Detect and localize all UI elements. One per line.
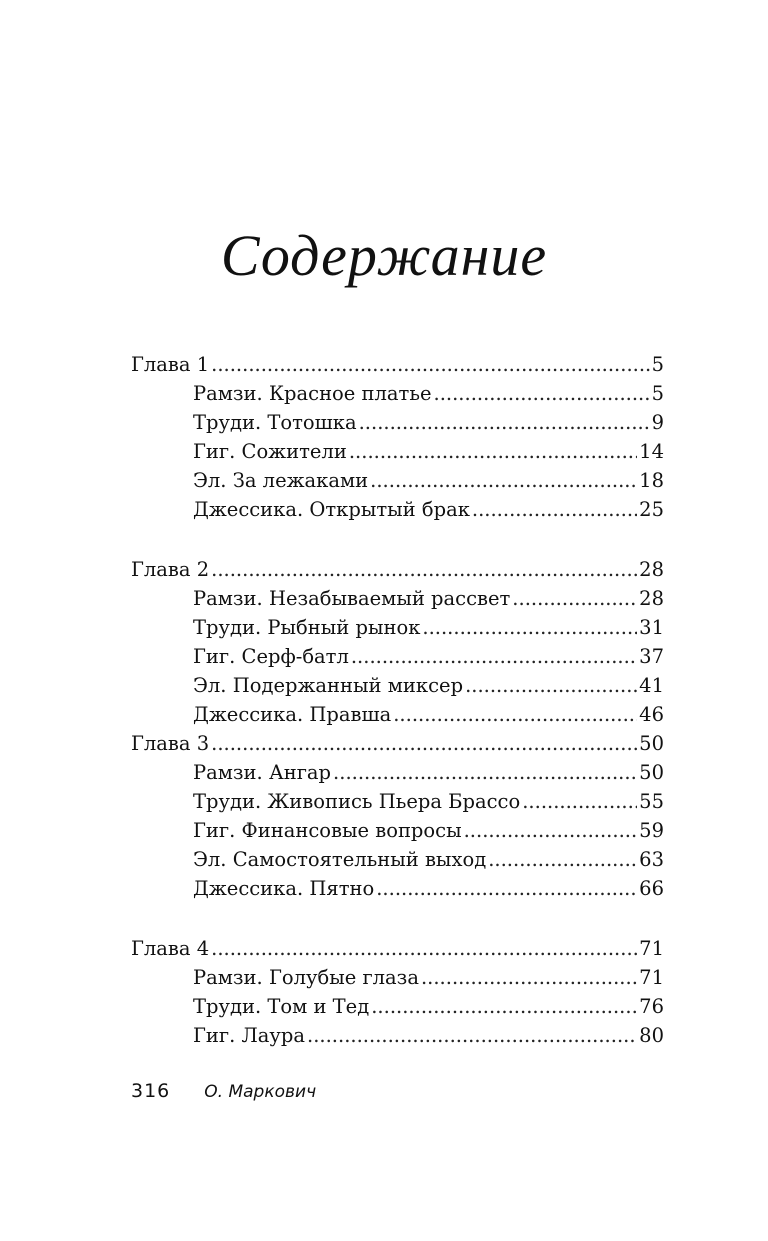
toc-label: Джессика. Пятно: [193, 877, 375, 900]
toc-entry[interactable]: [131, 963, 664, 992]
toc-chapter[interactable]: [131, 729, 664, 758]
toc-page: 9: [651, 411, 664, 434]
toc-label: Рамзи. Голубые глаза: [193, 966, 419, 989]
toc-entry[interactable]: [131, 874, 664, 903]
toc-page: 28: [639, 558, 664, 581]
toc-label: Труди. Тотошка: [193, 411, 357, 434]
toc-label: Труди. Рыбный рынок: [193, 616, 421, 639]
toc-label: Труди. Живопись Пьера Брассо: [193, 790, 521, 813]
toc-page: 55: [639, 790, 664, 813]
toc-entry[interactable]: [131, 992, 664, 1021]
toc-chapter[interactable]: [131, 934, 664, 963]
toc-label: Эл. Подержанный миксер: [193, 674, 464, 697]
toc-entry[interactable]: [131, 700, 664, 729]
toc-leader: [351, 642, 637, 671]
toc-leader: [211, 934, 637, 963]
toc-entry[interactable]: [131, 584, 664, 613]
toc-leader: [393, 700, 637, 729]
toc-label: Джессика. Открытый брак: [193, 498, 470, 521]
toc-leader: [307, 1021, 637, 1050]
toc-leader: [464, 816, 638, 845]
toc-page: 41: [639, 674, 664, 697]
toc-page: 59: [639, 819, 664, 842]
toc-entry[interactable]: [131, 642, 664, 671]
toc-entry[interactable]: [131, 787, 664, 816]
toc-page: 5: [651, 382, 664, 405]
toc-page: 25: [639, 498, 664, 521]
toc-entry[interactable]: [131, 495, 664, 524]
toc-page: 18: [639, 469, 664, 492]
toc-chapter[interactable]: [131, 350, 664, 379]
toc-label: Рамзи. Ангар: [193, 761, 332, 784]
page-footer: [131, 1080, 316, 1102]
toc-entry[interactable]: [131, 466, 664, 495]
toc-entry[interactable]: [131, 408, 664, 437]
toc-label: Эл. За лежаками: [193, 469, 369, 492]
toc-page: 37: [639, 645, 664, 668]
toc-leader: [422, 613, 637, 642]
toc-leader: [333, 758, 637, 787]
author-name: О. Маркович: [204, 1082, 317, 1102]
toc-leader: [434, 379, 650, 408]
toc-leader: [371, 992, 637, 1021]
toc-label: Эл. Самостоятельный выход: [193, 848, 487, 871]
toc-page: 31: [639, 616, 664, 639]
toc-page: 28: [639, 587, 664, 610]
toc-entry[interactable]: [131, 845, 664, 874]
toc-page: 71: [639, 937, 664, 960]
toc-entry[interactable]: [131, 816, 664, 845]
toc-label: Гиг. Серф-батл: [193, 645, 349, 668]
toc-page: 66: [639, 877, 664, 900]
toc-leader: [465, 671, 637, 700]
toc-leader: [512, 584, 637, 613]
toc-label: Глава 3: [131, 732, 210, 755]
toc-leader: [370, 466, 637, 495]
toc-leader: [349, 437, 637, 466]
toc-chapter[interactable]: [131, 555, 664, 584]
toc-label: Гиг. Сожители: [193, 440, 347, 463]
toc-page: 63: [639, 848, 664, 871]
toc-entry[interactable]: [131, 671, 664, 700]
toc-leader: [376, 874, 637, 903]
toc-label: Глава 4: [131, 937, 210, 960]
toc-leader: [472, 495, 637, 524]
toc-page: 80: [639, 1024, 664, 1047]
toc-label: Джессика. Правша: [193, 703, 392, 726]
toc-page: 5: [651, 353, 664, 376]
toc-label: Труди. Том и Тед: [193, 995, 370, 1018]
toc-leader: [211, 555, 637, 584]
page-number: 316: [131, 1080, 171, 1102]
toc-label: Гиг. Финансовые вопросы: [193, 819, 462, 842]
toc-page: 50: [639, 761, 664, 784]
toc-entry[interactable]: [131, 379, 664, 408]
toc-leader: [211, 350, 649, 379]
toc-entry[interactable]: [131, 758, 664, 787]
toc-label: Глава 2: [131, 558, 210, 581]
toc-label: Рамзи. Незабываемый рассвет: [193, 587, 511, 610]
page-title: Содержание: [220, 223, 548, 288]
toc-entry[interactable]: [131, 1021, 664, 1050]
toc-leader: [359, 408, 650, 437]
toc-label: Рамзи. Красное платье: [193, 382, 432, 405]
toc-page: 76: [639, 995, 664, 1018]
toc-label: Гиг. Лаура: [193, 1024, 306, 1047]
toc-entry[interactable]: [131, 613, 664, 642]
toc-leader: [522, 787, 637, 816]
toc-page: 14: [639, 440, 664, 463]
toc-entry[interactable]: [131, 437, 664, 466]
toc-leader: [211, 729, 637, 758]
toc-leader: [488, 845, 637, 874]
toc-page: 71: [639, 966, 664, 989]
toc-page: 50: [639, 732, 664, 755]
toc-page: 46: [639, 703, 664, 726]
toc-leader: [421, 963, 637, 992]
toc-label: Глава 1: [131, 353, 210, 376]
